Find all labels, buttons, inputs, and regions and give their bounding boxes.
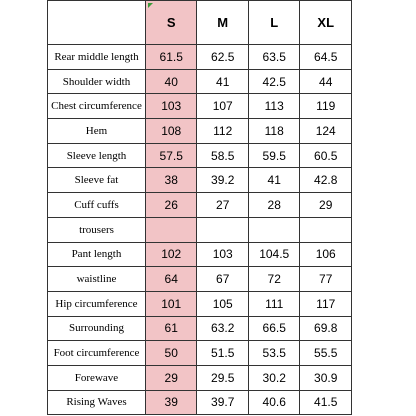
size-value-xl: 69.8 — [300, 316, 352, 341]
size-value-l: 41 — [248, 168, 300, 193]
size-value-l: 53.5 — [248, 341, 300, 366]
size-value-l: 28 — [248, 193, 300, 218]
size-value-xl: 77 — [300, 267, 352, 292]
header-size-xl: XL — [300, 1, 352, 45]
size-value-l: 111 — [248, 291, 300, 316]
size-value-m: 27 — [197, 193, 249, 218]
size-value-xl: 60.5 — [300, 143, 352, 168]
measurement-label: Rear middle length — [48, 45, 146, 70]
size-value-s: 38 — [145, 168, 197, 193]
size-value-xl: 42.8 — [300, 168, 352, 193]
size-value-s: 64 — [145, 267, 197, 292]
size-value-l: 66.5 — [248, 316, 300, 341]
size-value-m: 51.5 — [197, 341, 249, 366]
header-row — [48, 1, 352, 45]
table-row — [48, 390, 352, 415]
measurement-label: Hem — [48, 119, 146, 144]
table-row — [48, 341, 352, 366]
size-value-l — [248, 217, 300, 242]
size-value-l: 113 — [248, 94, 300, 119]
table-row — [48, 143, 352, 168]
size-value-m: 29.5 — [197, 365, 249, 390]
measurement-label: trousers — [48, 217, 146, 242]
table-row — [48, 217, 352, 242]
size-value-xl: 124 — [300, 119, 352, 144]
size-value-xl: 44 — [300, 69, 352, 94]
size-value-l: 42.5 — [248, 69, 300, 94]
size-value-xl: 30.9 — [300, 365, 352, 390]
table-row — [48, 365, 352, 390]
size-value-s: 26 — [145, 193, 197, 218]
size-value-m: 105 — [197, 291, 249, 316]
size-value-m: 112 — [197, 119, 249, 144]
table-row — [48, 291, 352, 316]
header-size-s — [145, 1, 197, 45]
size-value-xl: 106 — [300, 242, 352, 267]
size-value-m: 58.5 — [197, 143, 249, 168]
size-value-s: 61.5 — [145, 45, 197, 70]
table-row — [48, 45, 352, 70]
size-value-s: 61 — [145, 316, 197, 341]
table-row — [48, 267, 352, 292]
size-chart-table — [47, 0, 352, 415]
size-value-s: 29 — [145, 365, 197, 390]
measurement-label: Shoulder width — [48, 69, 146, 94]
size-value-l: 72 — [248, 267, 300, 292]
measurement-label: Hip circumference — [48, 291, 146, 316]
size-value-m — [197, 217, 249, 242]
size-value-xl: 117 — [300, 291, 352, 316]
size-value-xl: 64.5 — [300, 45, 352, 70]
size-value-m: 39.7 — [197, 390, 249, 415]
size-value-l: 63.5 — [248, 45, 300, 70]
size-value-m: 67 — [197, 267, 249, 292]
corner-marker-icon — [148, 3, 153, 8]
size-value-l: 118 — [248, 119, 300, 144]
size-value-m: 63.2 — [197, 316, 249, 341]
measurement-label: Sleeve length — [48, 143, 146, 168]
measurement-label: Foot circumference — [48, 341, 146, 366]
size-value-s — [145, 217, 197, 242]
measurement-label: Cuff cuffs — [48, 193, 146, 218]
table-row — [48, 193, 352, 218]
table-row — [48, 94, 352, 119]
size-value-m: 103 — [197, 242, 249, 267]
size-value-s: 101 — [145, 291, 197, 316]
size-value-s: 57.5 — [145, 143, 197, 168]
header-size-m: M — [197, 1, 249, 45]
measurement-label: Surrounding — [48, 316, 146, 341]
size-value-s: 50 — [145, 341, 197, 366]
size-value-l: 30.2 — [248, 365, 300, 390]
size-value-xl: 55.5 — [300, 341, 352, 366]
size-value-xl: 29 — [300, 193, 352, 218]
size-value-l: 40.6 — [248, 390, 300, 415]
size-value-l: 104.5 — [248, 242, 300, 267]
size-value-m: 62.5 — [197, 45, 249, 70]
size-value-m: 39.2 — [197, 168, 249, 193]
measurement-label: Chest circumference — [48, 94, 146, 119]
header-corner-cell — [48, 1, 146, 45]
measurement-label: Sleeve fat — [48, 168, 146, 193]
size-value-s: 39 — [145, 390, 197, 415]
size-value-s: 102 — [145, 242, 197, 267]
measurement-label: waistline — [48, 267, 146, 292]
table-row — [48, 69, 352, 94]
size-value-xl: 119 — [300, 94, 352, 119]
size-value-s: 103 — [145, 94, 197, 119]
header-size-l: L — [248, 1, 300, 45]
size-value-m: 107 — [197, 94, 249, 119]
measurement-label: Pant length — [48, 242, 146, 267]
table-row — [48, 242, 352, 267]
size-value-xl — [300, 217, 352, 242]
table-row — [48, 316, 352, 341]
table-row — [48, 119, 352, 144]
size-value-s: 40 — [145, 69, 197, 94]
measurement-label: Forewave — [48, 365, 146, 390]
size-value-l: 59.5 — [248, 143, 300, 168]
size-value-m: 41 — [197, 69, 249, 94]
header-size-s-label: S — [166, 15, 176, 30]
table-row — [48, 168, 352, 193]
measurement-label: Rising Waves — [48, 390, 146, 415]
size-value-xl: 41.5 — [300, 390, 352, 415]
size-value-s: 108 — [145, 119, 197, 144]
